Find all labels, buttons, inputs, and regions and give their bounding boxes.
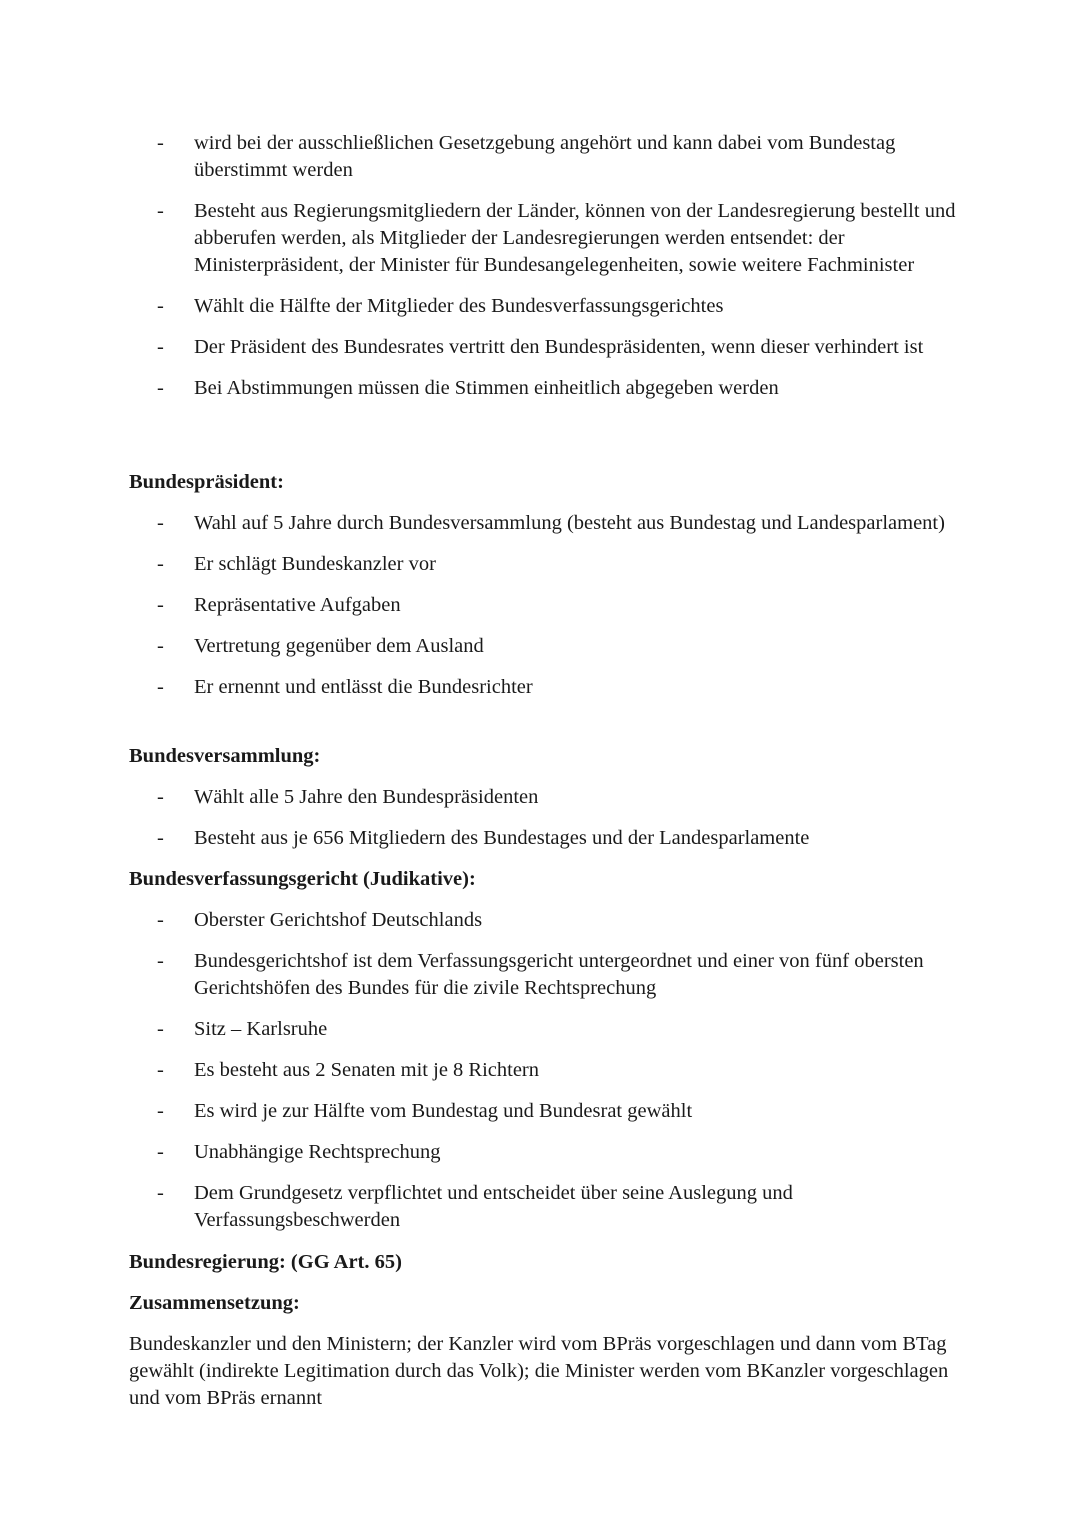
list-item: - Oberster Gerichtshof Deutschlands <box>0 907 1080 934</box>
list-item: - Vertretung gegenüber dem Ausland <box>0 633 1080 660</box>
bundesversammlung-list-block <box>0 784 1080 852</box>
section-heading-bverfg: Bundesverfassungsgericht (Judikative): <box>129 868 476 890</box>
bullet-dash: - <box>157 295 164 317</box>
bullet-dash: - <box>157 594 164 616</box>
bundesregierung-paragraph: Bundeskanzler und den Ministern; der Kanzler wird vom BPräs vorgeschlagen und dann vom BTag gewählt (indirekte Legitimation durch das Volk); die Minister werden vom BKanzler vorgeschlagen und vom BPräs ernannt <box>129 1333 949 1409</box>
bullet-dash: - <box>157 1018 164 1040</box>
list-item: - Bei Abstimmungen müssen die Stimmen einheitlich abgegeben werden <box>0 375 1080 402</box>
bullet-dash: - <box>157 200 164 222</box>
bundesrat-list <box>0 130 1080 402</box>
list-item: - Dem Grundgesetz verpflichtet und entscheidet über seine Auslegung und Verfassungsbeschwerden <box>157 1182 793 1231</box>
bullet-dash: - <box>157 676 164 698</box>
list-item: - wird bei der ausschließlichen Gesetzgebung angehört und kann dabei vom Bundestag überstimmt werden <box>157 132 896 181</box>
list-item: - Er ernennt und entlässt die Bundesrichter <box>0 674 1080 701</box>
list-item: - Es besteht aus 2 Senaten mit je 8 Richtern <box>0 1057 1080 1084</box>
list-item: - Unabhängige Rechtsprechung <box>0 1139 1080 1166</box>
bullet-dash: - <box>157 336 164 358</box>
bullet-dash: - <box>157 377 164 399</box>
bullet-dash: - <box>157 512 164 534</box>
section-heading-bundesversammlung: Bundesversammlung: <box>129 745 321 767</box>
list-item: - Repräsentative Aufgaben <box>0 592 1080 619</box>
bundespraesident-list-block <box>0 510 1080 701</box>
list-item: - Wahl auf 5 Jahre durch Bundesversammlung (besteht aus Bundestag und Landesparlament) <box>0 510 1080 537</box>
bullet-dash: - <box>157 1100 164 1122</box>
section-heading-bundesregierung: Bundesregierung: (GG Art. 65) <box>129 1251 402 1273</box>
bullet-dash: - <box>157 132 164 154</box>
bullet-dash: - <box>157 553 164 575</box>
list-item: - Besteht aus Regierungsmitgliedern der Länder, können von der Landesregierung bestellt und abberufen werden, als Mitglieder der Landesregierungen werden entsendet: der Ministerpräsident, der Minister für Bundesangelegenheiten, sowie weitere Fachminister <box>157 200 956 276</box>
bverfg-list <box>0 907 1080 1234</box>
list-item: - Der Präsident des Bundesrates vertritt den Bundespräsidenten, wenn dieser verhindert ist <box>0 334 1080 361</box>
subheading-zusammensetzung: Zusammensetzung: <box>129 1292 300 1314</box>
bullet-dash: - <box>157 1182 164 1204</box>
bundespraesident-list <box>0 510 1080 701</box>
bullet-dash: - <box>157 909 164 931</box>
bullet-dash: - <box>157 635 164 657</box>
bullet-dash: - <box>157 950 164 972</box>
list-item: - Sitz – Karlsruhe <box>0 1016 1080 1043</box>
bundesversammlung-list <box>0 784 1080 852</box>
list-item: - Besteht aus je 656 Mitgliedern des Bundestages und der Landesparlamente <box>0 825 1080 852</box>
bverfg-list-block <box>0 907 1080 1234</box>
bullet-dash: - <box>157 786 164 808</box>
list-item: - Wählt alle 5 Jahre den Bundespräsidenten <box>0 784 1080 811</box>
list-item: - Wählt die Hälfte der Mitglieder des Bundesverfassungsgerichtes <box>0 293 1080 320</box>
section-heading-bundespraesident: Bundespräsident: <box>129 471 284 493</box>
bullet-dash: - <box>157 1141 164 1163</box>
bundesrat-list-block <box>0 130 1080 402</box>
list-item: - Er schlägt Bundeskanzler vor <box>0 551 1080 578</box>
list-item: - Es wird je zur Hälfte vom Bundestag und Bundesrat gewählt <box>0 1098 1080 1125</box>
bullet-dash: - <box>157 1059 164 1081</box>
list-item: - Bundesgerichtshof ist dem Verfassungsgericht untergeordnet und einer von fünf obersten Gerichtshöfen des Bundes für die zivile Rechtsprechung <box>157 950 924 999</box>
bullet-dash: - <box>157 827 164 849</box>
